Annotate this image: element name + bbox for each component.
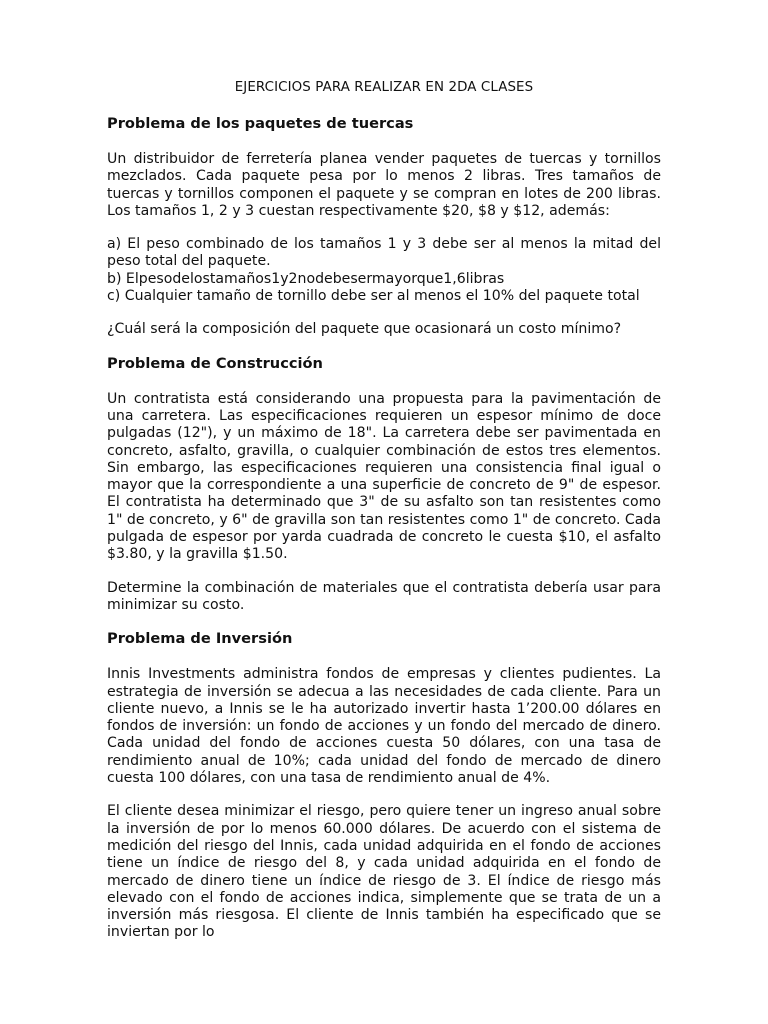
list-item: b) Elpesodelostamaños1y2nodebesermayorque1,6libras xyxy=(107,270,505,287)
conditions-list xyxy=(107,236,661,305)
section-paragraph: Un contratista está considerando una propuesta para la pavimentación de una carretera. Las especificaciones requieren un espesor mínimo de doce pulgadas (12"), y un máximo de 18". La carretera debe ser pavimentada en concreto, asfalto, gravilla, o cualquier combinación de estos tres elementos. Sin embargo, las especificaciones requieren una consistencia final igual o mayor que la correspondiente a una superficie de concreto de 9" de espesor. El contratista ha determinado que 3" de su asfalto son tan resistentes como 1" de concreto, y 6" de gravilla son tan resistentes como 1" de concreto. Cada pulgada de espesor por yarda cuadrada de concreto le cuesta $10, el asfalto $3.80, y la gravilla $1.50. xyxy=(107,390,661,563)
section-heading-construccion: Problema de Construcción xyxy=(107,354,323,372)
section-paragraph: Innis Investments administra fondos de empresas y clientes pudientes. La estrategia de inversión se adecua a las necesidades de cada cliente. Para un cliente nuevo, a Innis se le ha autorizado invertir hasta 1’200.00 dólares en fondos de inversión: un fondo de acciones y un fondo del mercado de dinero. Cada unidad del fondo de acciones cuesta 50 dólares, con una tasa de rendimiento anual de 10%; cada unidad del fondo de mercado de dinero cuesta 100 dólares, con una tasa de rendimiento anual de 4%. xyxy=(107,666,661,787)
section-paragraph: El cliente desea minimizar el riesgo, pero quiere tener un ingreso anual sobre la inversión de por lo menos 60.000 dólares. De acuerdo con el sistema de medición del riesgo del Innis, cada unidad adquirida en el fondo de acciones tiene un índice de riesgo del 8, y cada unidad adquirida en el fondo de mercado de dinero tiene un índice de riesgo de 3. El índice de riesgo más elevado con el fondo de acciones indica, simplemente que se trata de un a inversión más riesgosa. El cliente de Innis también ha especificado que se inviertan por lo xyxy=(107,803,661,941)
section-heading-inversion: Problema de Inversión xyxy=(107,630,293,648)
section-heading-tuercas: Problema de los paquetes de tuercas xyxy=(107,115,414,132)
list-item: a) El peso combinado de los tamaños 1 y 3 debe ser al menos la mitad del peso total del paquete. xyxy=(107,236,661,270)
section-paragraph: Determine la combinación de materiales que el contratista debería usar para minimizar su costo. xyxy=(107,579,661,613)
list-item: c) Cualquier tamaño de tornillo debe ser al menos el 10% del paquete total xyxy=(107,288,640,305)
document-title: EJERCICIOS PARA REALIZAR EN 2DA CLASES xyxy=(234,80,534,95)
section-question: ¿Cuál será la composición del paquete que ocasionará un costo mínimo? xyxy=(107,321,622,338)
section-paragraph: Un distribuidor de ferretería planea vender paquetes de tuercas y tornillos mezclados. Cada paquete pesa por lo menos 2 libras. Tres tamaños de tuercas y tornillos componen el paquete y se compran en lotes de 200 libras. Los tamaños 1, 2 y 3 cuestan respectivamente $20, $8 y $12, además: xyxy=(107,151,661,219)
